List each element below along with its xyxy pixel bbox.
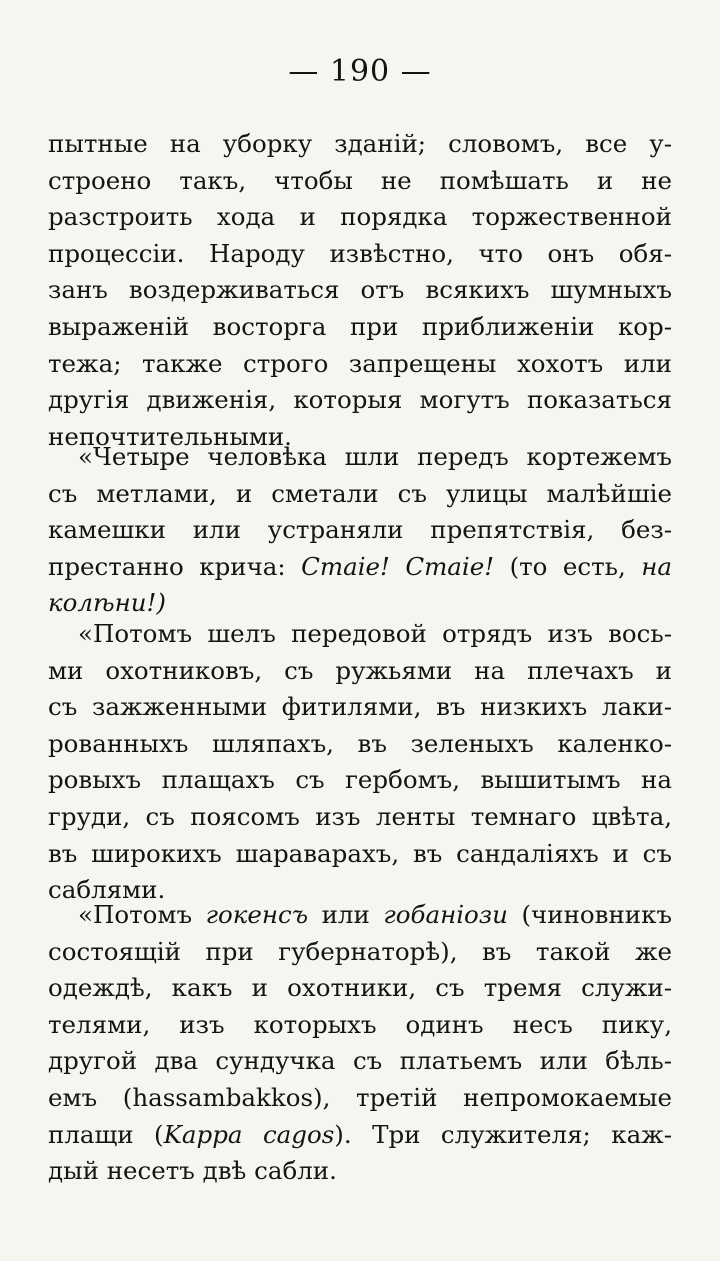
text-line: состоящій при губернаторѣ), въ такой же (48, 936, 672, 966)
text-line: емъ (hassambakkos), третій непромокаемые (48, 1082, 672, 1112)
text-line: «Потомъ шелъ передовой отрядъ изъ вось- (78, 619, 672, 648)
text-line: другой два сундучка съ платьемъ или бѣль- (48, 1046, 672, 1076)
text-line: телями, изъ которыхъ одинъ несъ пику, (48, 1009, 672, 1039)
paragraph-2 (48, 439, 672, 622)
text-run: или (308, 900, 384, 929)
text-run: (чиновникъ (507, 900, 672, 929)
text-run: ). Три служителя; каж- (334, 1119, 672, 1149)
text-line: рованныхъ шляпахъ, въ зеленыхъ каленко- (48, 728, 672, 758)
text-line: процессіи. Народу извѣстно, что онъ обя- (48, 238, 672, 268)
italic-text: Стаіе! Стаіе! (301, 551, 495, 581)
text-line: ровыхъ плащахъ съ гербомъ, вышитымъ на (48, 765, 672, 795)
text-run: плащи ( (48, 1119, 164, 1149)
paragraph-3 (48, 616, 672, 909)
text-run: «Потомъ (78, 900, 206, 929)
text-line: саблями. (48, 875, 166, 905)
text-line (48, 1117, 672, 1154)
italic-text: гобаніози (383, 900, 508, 929)
paragraph-4 (48, 897, 672, 1190)
text-line: съ зажженными фитилями, въ низкихъ лаки- (48, 692, 672, 722)
text-line: строено такъ, чтобы не помѣшать и не (48, 165, 672, 195)
text-line: одеждѣ, какъ и охотники, съ тремя служи- (48, 973, 672, 1003)
text-line: съ метлами, и сметали съ улицы малѣйшіе (48, 478, 672, 508)
paragraph-1 (48, 126, 672, 455)
text-line: пытные на уборку зданій; словомъ, все у- (48, 129, 672, 158)
italic-text: Kappa cagos (163, 1119, 335, 1149)
italic-text: гокенсъ (205, 900, 309, 929)
italic-text: колѣни!) (48, 588, 166, 618)
text-line: разстроить хода и порядка торжественной (48, 202, 672, 232)
text-line: занъ воздерживаться отъ всякихъ шумныхъ (48, 275, 672, 305)
text-line (48, 897, 672, 934)
text-line: груди, съ поясомъ изъ ленты темнаго цвѣта, (48, 801, 672, 831)
italic-text: на (641, 551, 672, 581)
text-line (48, 549, 672, 586)
text-line: непочтительными. (48, 421, 292, 451)
text-line: другія движенія, которыя могутъ показаться (48, 385, 672, 415)
text-line: «Четыре человѣка шли передъ кортежемъ (78, 442, 672, 471)
page-number: — 190 — (288, 54, 432, 89)
text-line: ми охотниковъ, съ ружьями на плечахъ и (48, 655, 672, 685)
text-line: дый несетъ двѣ сабли. (48, 1156, 337, 1186)
text-line: въ широкихъ шараварахъ, въ сандаліяхъ и съ (48, 838, 672, 868)
text-run: престанно крича: (48, 551, 302, 581)
text-line: камешки или устраняли препятствія, без- (48, 515, 672, 545)
text-run: (то есть, (494, 551, 642, 581)
text-line: выраженій восторга при приближеніи кор- (48, 311, 672, 341)
text-line: тежа; также строго запрещены хохотъ или (48, 348, 672, 378)
